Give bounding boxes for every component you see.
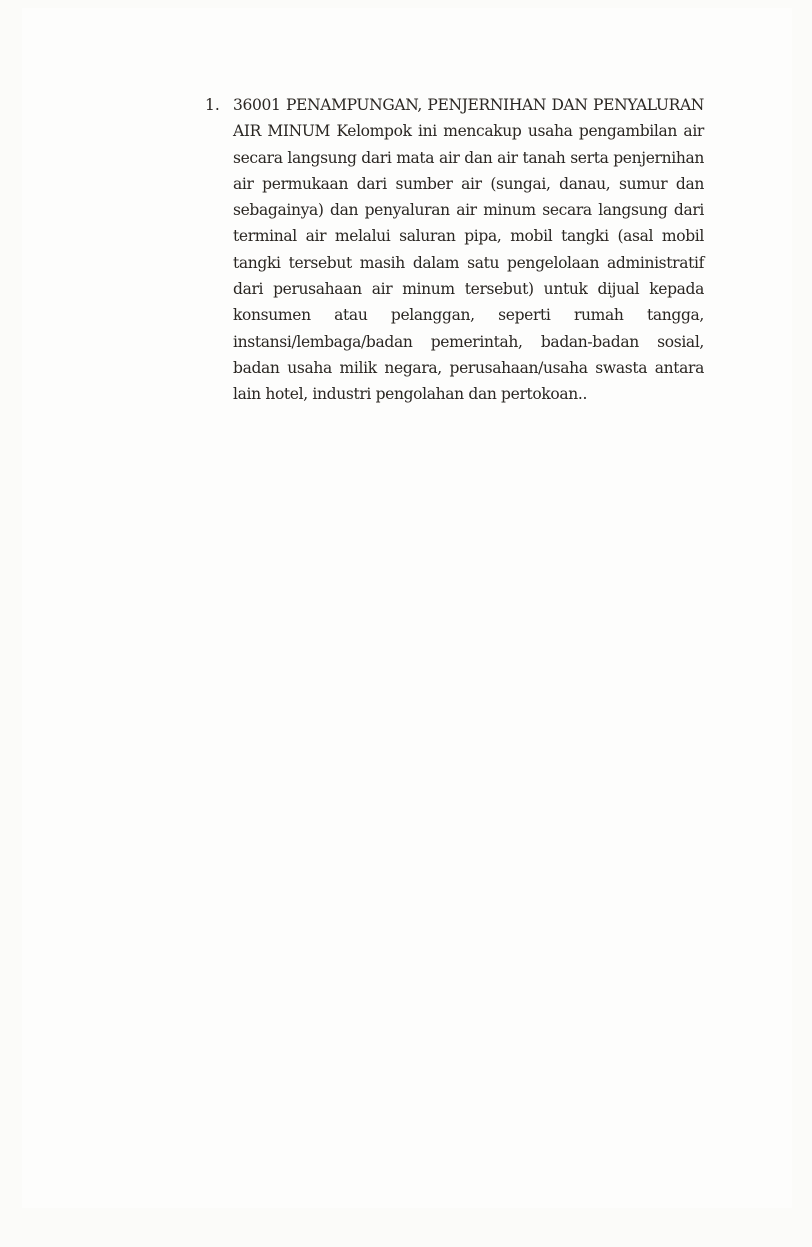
paragraph-line: konsumen atau pelanggan, seperti rumah tangga, (233, 306, 704, 325)
paragraph-line: air permukaan dari sumber air (sungai, danau, sumur dan (233, 174, 704, 193)
paragraph-line: tangki tersebut masih dalam satu pengelolaan administratif (233, 253, 704, 272)
paragraph-line: sebagainya) dan penyaluran air minum secara langsung dari (233, 201, 704, 220)
paragraph-line: 36001 PENAMPUNGAN, PENJERNIHAN DAN PENYALURAN (233, 96, 704, 114)
paragraph-line: AIR MINUM Kelompok ini mencakup usaha pengambilan air (233, 122, 704, 141)
list-number: 1. (205, 96, 220, 114)
paragraph-line: dari perusahaan air minum tersebut) untuk dijual kepada (233, 280, 704, 299)
paragraph-line: lain hotel, industri pengolahan dan pertokoan.. (233, 385, 588, 404)
list-item-paragraph (233, 92, 704, 408)
paragraph-line: badan usaha milik negara, perusahaan/usaha swasta antara (233, 358, 704, 377)
paragraph-line: secara langsung dari mata air dan air tanah serta penjernihan (233, 148, 704, 167)
paragraph-line: instansi/lembaga/badan pemerintah, badan-badan sosial, (233, 332, 704, 351)
paragraph-line: terminal air melalui saluran pipa, mobil tangki (asal mobil (233, 227, 704, 246)
